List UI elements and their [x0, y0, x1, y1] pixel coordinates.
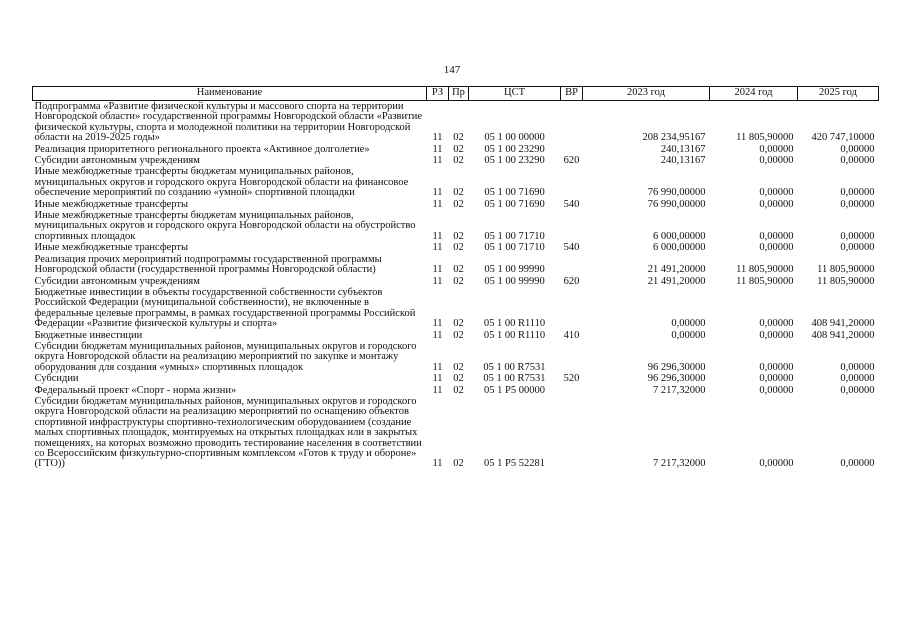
cell-cst: 05 1 P5 52281 — [484, 458, 545, 470]
cell-2023: 240,13167 — [660, 143, 706, 155]
cell-vr — [561, 385, 583, 396]
table-row — [33, 155, 879, 166]
cell-2023: 76 990,00000 — [647, 187, 706, 199]
cell-vr — [561, 210, 583, 242]
cell-name: Реализация прочих мероприятий подпрограммы государственной программы Новгородской области (государственной программы Новгородской области) — [34, 253, 382, 276]
cell-pr: 02 — [453, 143, 464, 155]
cell-rz: 11 — [432, 384, 443, 396]
cell-pr: 02 — [453, 242, 464, 254]
budget-table — [32, 86, 879, 470]
cell-pr: 02 — [453, 264, 464, 276]
cell-pr: 02 — [453, 361, 464, 373]
cell-name: Субсидии — [34, 373, 79, 385]
table-header-row — [33, 87, 879, 101]
cell-vr — [561, 101, 583, 144]
cell-pr: 02 — [453, 230, 464, 242]
cell-pr: 02 — [453, 329, 464, 341]
cell-2023: 6 000,00000 — [653, 230, 706, 242]
cell-pr: 02 — [453, 187, 464, 199]
cell-2024: 0,00000 — [759, 361, 794, 373]
cell-cst: 05 1 00 23290 — [484, 143, 545, 155]
cell-2023: 0,00000 — [671, 318, 706, 330]
cell-2024: 0,00000 — [759, 384, 794, 396]
table-row — [33, 385, 879, 396]
cell-2023: 21 491,20000 — [647, 264, 706, 276]
cell-pr: 02 — [453, 132, 464, 144]
cell-vr: 620 — [563, 155, 580, 167]
table-body — [33, 101, 879, 470]
cell-name: Субсидии бюджетам муниципальных районов, муниципальных округов и городского округа Новгородской области на реализацию мероприятий по оснащению объектов спортивной инфраструктуры спортивно-технологическим оборудованием (создание малых спортивных площадок, монтируемых на открытых площадках или в закрытых помещениях, на которых возможно проводить тестирование населения в соответствии со Всероссийским физкультурно-спортивным комплексом «Готов к труду и обороне» (ГТО)) — [34, 395, 422, 470]
cell-cst: 05 1 00 71690 — [484, 198, 545, 210]
cell-2023: 240,13167 — [660, 155, 706, 167]
cell-2024: 0,00000 — [759, 230, 794, 242]
table-row — [33, 242, 879, 253]
cell-2023: 0,00000 — [671, 329, 706, 341]
cell-2023: 21 491,20000 — [647, 275, 706, 287]
cell-rz: 11 — [432, 329, 443, 341]
cell-rz: 11 — [432, 132, 443, 144]
cell-2024: 0,00000 — [759, 155, 794, 167]
table-row — [33, 373, 879, 384]
cell-vr — [561, 396, 583, 470]
cell-pr: 02 — [453, 458, 464, 470]
cell-rz: 11 — [432, 318, 443, 330]
cell-name: Иные межбюджетные трансферты бюджетам муниципальных районов, муниципальных округов и городского округа Новгородской области на финансовое обеспечение мероприятий по созданию «умной» спортивной площадки — [34, 166, 409, 199]
table-row — [33, 396, 879, 470]
cell-2023: 76 990,00000 — [647, 198, 706, 210]
cell-cst: 05 1 00 23290 — [484, 155, 545, 167]
cell-cst: 05 1 00 R1110 — [483, 318, 546, 330]
cell-rz: 11 — [432, 373, 443, 385]
header-pr: Пр — [449, 87, 469, 101]
cell-name: Бюджетные инвестиции — [34, 329, 143, 341]
cell-vr — [561, 166, 583, 198]
cell-rz: 11 — [432, 275, 443, 287]
cell-name: Реализация приоритетного регионального проекта «Активное долголетие» — [34, 143, 370, 155]
cell-2025: 0,00000 — [840, 187, 875, 199]
header-vr: ВР — [561, 87, 583, 101]
cell-2025: 0,00000 — [840, 143, 875, 155]
cell-rz: 11 — [432, 230, 443, 242]
cell-cst: 05 1 00 R7531 — [483, 361, 546, 373]
header-2024: 2024 год — [710, 87, 798, 101]
header-2025: 2025 год — [798, 87, 879, 101]
header-rz: РЗ — [427, 87, 449, 101]
cell-2024: 11 805,90000 — [736, 264, 794, 276]
cell-pr: 02 — [453, 155, 464, 167]
cell-pr: 02 — [453, 373, 464, 385]
cell-2024: 0,00000 — [759, 187, 794, 199]
cell-name: Субсидии бюджетам муниципальных районов, муниципальных округов и городского округа Новгородской области на реализацию мероприятий по закупке и монтажу оборудования для создания «умных» спортивных площадок — [34, 340, 417, 373]
cell-2025: 408 941,20000 — [811, 329, 875, 341]
cell-2024: 11 805,90000 — [736, 132, 794, 144]
cell-pr: 02 — [453, 275, 464, 287]
cell-rz: 11 — [432, 198, 443, 210]
cell-vr: 520 — [563, 373, 580, 385]
table-row — [33, 101, 879, 144]
cell-2025: 0,00000 — [840, 384, 875, 396]
table-row — [33, 330, 879, 341]
header-cst: ЦСТ — [469, 87, 561, 101]
cell-cst: 05 1 00 71710 — [484, 242, 545, 254]
table-row — [33, 254, 879, 276]
cell-vr: 620 — [563, 275, 580, 287]
table-row — [33, 144, 879, 155]
cell-2024: 0,00000 — [759, 242, 794, 254]
cell-2024: 0,00000 — [759, 329, 794, 341]
cell-2025: 408 941,20000 — [811, 318, 875, 330]
cell-name: Бюджетные инвестиции в объекты государственной собственности субъектов Российской Федерации (муниципальной собственности), не включенные в федеральные целевые программы, в рамках государственной программы Российской Федерации «Развитие физической культуры и спорта» — [34, 286, 416, 330]
cell-2025: 0,00000 — [840, 373, 875, 385]
cell-cst: 05 1 00 R7531 — [483, 373, 546, 385]
cell-2024: 0,00000 — [759, 143, 794, 155]
cell-rz: 11 — [432, 264, 443, 276]
cell-2025: 0,00000 — [840, 458, 875, 470]
cell-2025: 0,00000 — [840, 155, 875, 167]
cell-2025: 0,00000 — [840, 230, 875, 242]
table-row — [33, 166, 879, 198]
header-name: Наименование — [33, 87, 427, 101]
cell-2023: 208 234,95167 — [642, 132, 706, 144]
cell-name: Субсидии автономным учреждениям — [34, 155, 200, 167]
cell-2023: 96 296,30000 — [647, 373, 706, 385]
cell-name: Иные межбюджетные трансферты бюджетам муниципальных районов, муниципальных округов и городского округа Новгородской области на обустройство спортивных площадок — [34, 210, 416, 242]
cell-cst: 05 1 00 99990 — [484, 275, 545, 287]
cell-2023: 7 217,32000 — [653, 384, 706, 396]
cell-pr: 02 — [453, 318, 464, 330]
cell-vr: 540 — [563, 198, 580, 210]
cell-cst: 05 1 00 71690 — [484, 187, 545, 199]
cell-vr — [561, 254, 583, 276]
table-row — [33, 287, 879, 330]
table-row — [33, 210, 879, 242]
cell-name: Иные межбюджетные трансферты — [34, 198, 189, 210]
cell-vr: 540 — [563, 242, 580, 254]
cell-name: Субсидии автономным учреждениям — [34, 275, 200, 287]
cell-2025: 0,00000 — [840, 242, 875, 254]
page-number: 147 — [443, 64, 461, 76]
cell-2025: 11 805,90000 — [817, 264, 875, 276]
cell-name: Иные межбюджетные трансферты — [34, 242, 189, 254]
cell-cst: 05 1 00 R1110 — [483, 329, 546, 341]
cell-rz: 11 — [432, 458, 443, 470]
cell-pr: 02 — [453, 198, 464, 210]
cell-rz: 11 — [432, 155, 443, 167]
cell-vr — [561, 144, 583, 155]
cell-cst: 05 1 00 71710 — [484, 230, 545, 242]
table-row — [33, 199, 879, 210]
cell-rz: 11 — [432, 143, 443, 155]
cell-2024: 0,00000 — [759, 458, 794, 470]
cell-name: Федеральный проект «Спорт - норма жизни» — [34, 384, 237, 396]
cell-vr: 410 — [563, 329, 580, 341]
cell-2024: 0,00000 — [759, 198, 794, 210]
cell-2025: 0,00000 — [840, 198, 875, 210]
cell-2025: 11 805,90000 — [817, 275, 875, 287]
cell-2023: 7 217,32000 — [653, 458, 706, 470]
cell-vr — [561, 287, 583, 330]
cell-2024: 11 805,90000 — [736, 275, 794, 287]
cell-rz: 11 — [432, 242, 443, 254]
table-row — [33, 276, 879, 287]
cell-pr: 02 — [453, 384, 464, 396]
cell-name: Подпрограмма «Развитие физической культуры и массового спорта на территории Новгородской области» государственной программы Новгородской области «Развитие физической культуры, спорта и молодежной политики на территории Новгородской области на 2019-2025 годы» — [34, 101, 423, 144]
cell-rz: 11 — [432, 187, 443, 199]
cell-2023: 96 296,30000 — [647, 361, 706, 373]
cell-vr — [561, 341, 583, 373]
cell-2025: 420 747,10000 — [811, 132, 875, 144]
cell-cst: 05 1 00 00000 — [484, 132, 545, 144]
cell-rz: 11 — [432, 361, 443, 373]
cell-cst: 05 1 P5 00000 — [484, 384, 545, 396]
table-row — [33, 341, 879, 373]
cell-cst: 05 1 00 99990 — [484, 264, 545, 276]
cell-2024: 0,00000 — [759, 373, 794, 385]
cell-2024: 0,00000 — [759, 318, 794, 330]
header-2023: 2023 год — [583, 87, 710, 101]
cell-2023: 6 000,00000 — [653, 242, 706, 254]
cell-2025: 0,00000 — [840, 361, 875, 373]
